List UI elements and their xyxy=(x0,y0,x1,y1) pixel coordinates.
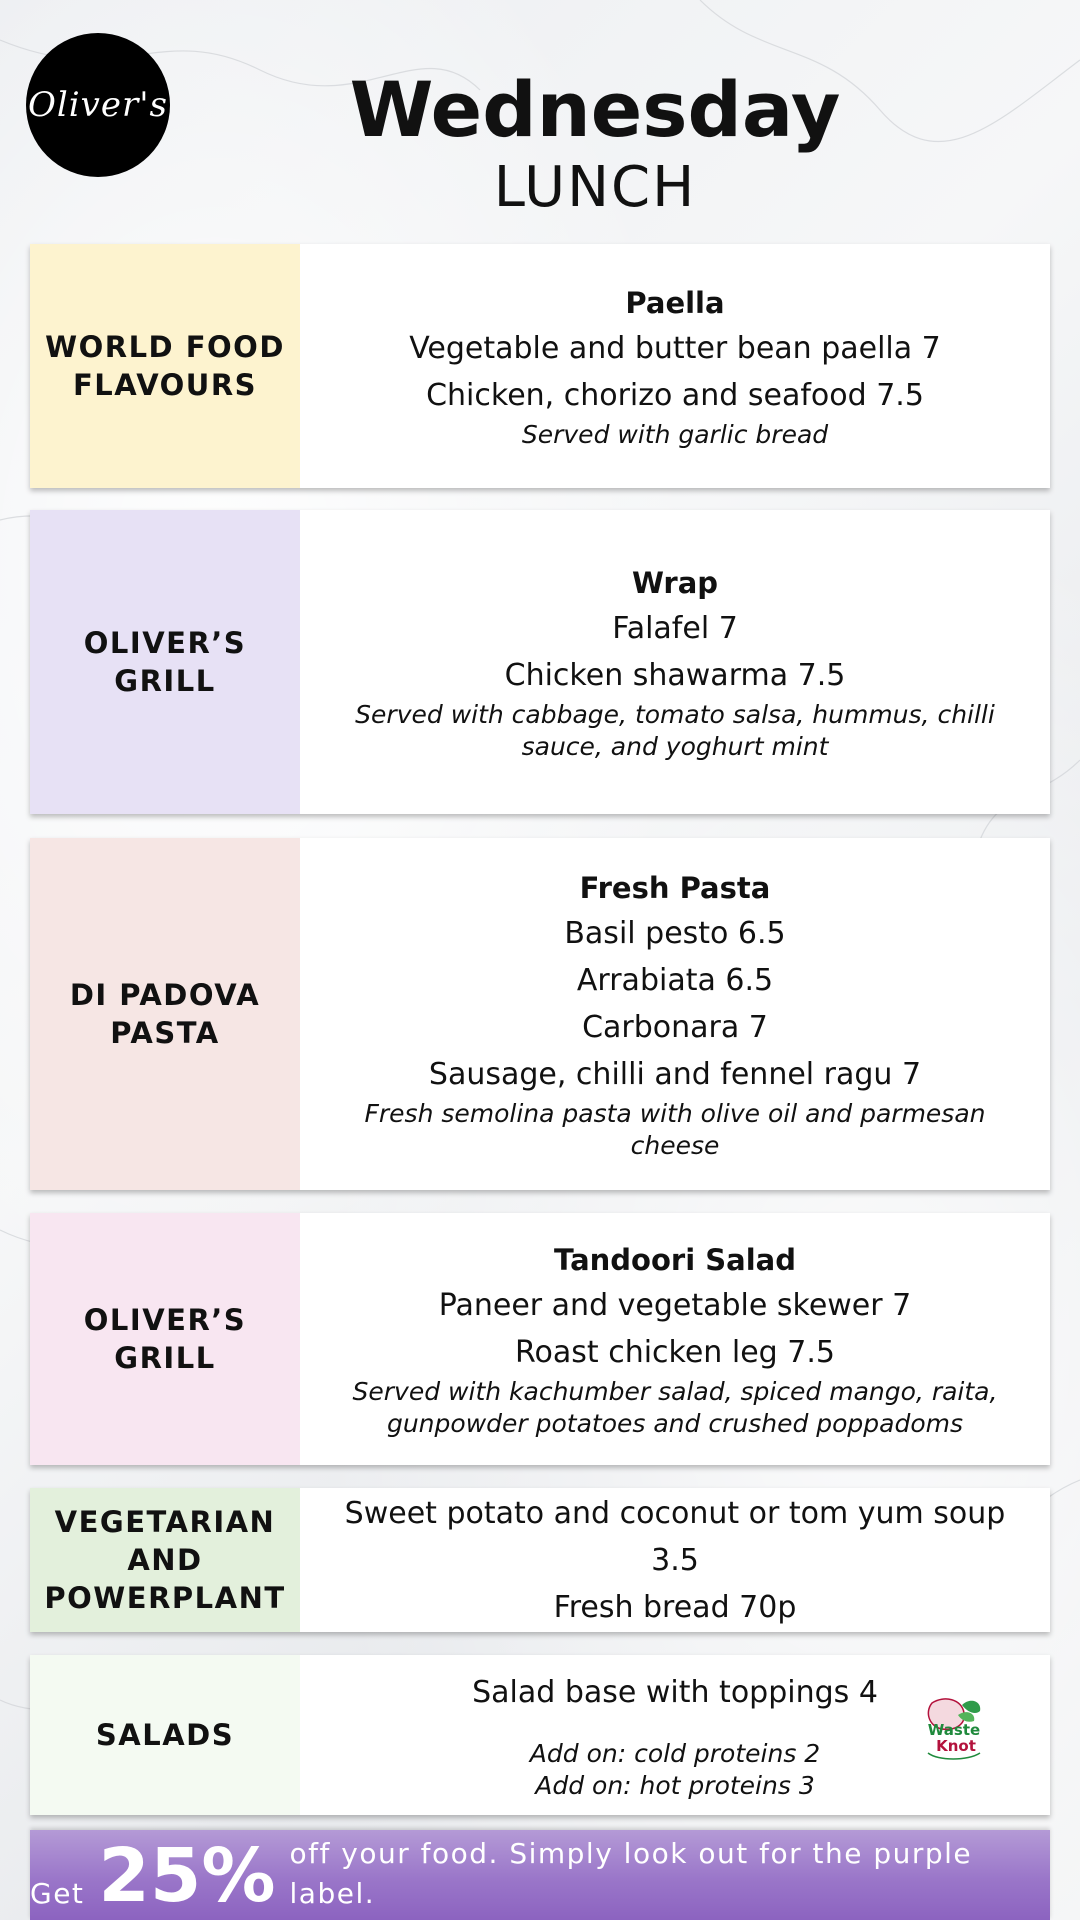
menu-item: Chicken shawarma 7.5 xyxy=(504,658,846,693)
promo-discount: 25% xyxy=(98,1833,276,1919)
menu-section-vegetarian xyxy=(30,1488,1050,1632)
section-label: VEGETARIAN AND POWERPLANT xyxy=(30,1488,300,1632)
section-body xyxy=(300,1488,1050,1632)
dish-title: Wrap xyxy=(631,566,719,600)
menu-section-di-padova-pasta xyxy=(30,838,1050,1190)
dish-note: Served with cabbage, tomato salsa, hummus, chilli sauce, and yoghurt mint xyxy=(355,700,995,761)
menu-item: Chicken, chorizo and seafood 7.5 xyxy=(426,378,924,413)
menu-section-olivers-grill-tandoori xyxy=(30,1213,1050,1465)
logo-text: Oliver's xyxy=(28,85,168,125)
promo-text: off your food. Simply look out for the purple label. xyxy=(289,1837,973,1910)
menu-item: Falafel 7 xyxy=(612,611,738,646)
section-body xyxy=(300,1213,1050,1465)
section-body xyxy=(300,838,1050,1190)
dish-title: Tandoori Salad xyxy=(554,1243,796,1277)
dish-title: Fresh Pasta xyxy=(579,871,771,905)
section-label: OLIVER’S GRILL xyxy=(30,510,300,814)
section-body xyxy=(300,510,1050,814)
dish-note: Served with kachumber salad, spiced mango, raita, gunpowder potatoes and crushed poppadoms xyxy=(352,1377,998,1438)
page-title: Wednesday xyxy=(349,65,841,154)
section-label: WORLD FOOD FLAVOURS xyxy=(30,244,300,488)
promo-pre: Get xyxy=(30,1877,85,1910)
menu-item: Basil pesto 6.5 xyxy=(564,916,786,951)
menu-section-olivers-grill-wrap xyxy=(30,510,1050,814)
svg-text:Knot: Knot xyxy=(936,1737,976,1755)
meal-subtitle: LUNCH xyxy=(493,155,697,220)
menu-item: Sausage, chilli and fennel ragu 7 xyxy=(428,1057,922,1092)
menu-section-salads xyxy=(30,1655,1050,1815)
waste-knot-logo xyxy=(918,1695,990,1761)
dish-title: Paella xyxy=(625,286,725,320)
menu-item: Carbonara 7 xyxy=(582,1010,768,1045)
menu-item: Sweet potato and coconut or tom yum soup 3.5 xyxy=(344,1495,1006,1578)
add-on-note: Add on: cold proteins 2 xyxy=(529,1738,821,1768)
section-body xyxy=(300,1655,1050,1815)
menu-section-world-food xyxy=(30,244,1050,488)
section-label: DI PADOVA PASTA xyxy=(30,838,300,1190)
dish-note: Served with garlic bread xyxy=(521,420,829,449)
menu-item: Roast chicken leg 7.5 xyxy=(515,1335,835,1370)
menu-item: Salad base with toppings 4 xyxy=(472,1674,878,1710)
promo-banner xyxy=(30,1830,1050,1920)
section-body xyxy=(300,244,1050,488)
menu-item: Fresh bread 70p xyxy=(553,1589,797,1625)
section-label: SALADS xyxy=(30,1655,300,1815)
dish-note: Fresh semolina pasta with olive oil and parmesan cheese xyxy=(364,1099,986,1160)
menu-item: Arrabiata 6.5 xyxy=(576,963,774,998)
menu-item: Paneer and vegetable skewer 7 xyxy=(438,1288,912,1323)
svg-text:Waste: Waste xyxy=(927,1721,981,1739)
menu-item: Vegetable and butter bean paella 7 xyxy=(409,331,941,366)
add-on-note: Add on: hot proteins 3 xyxy=(535,1770,815,1800)
olivers-logo xyxy=(26,33,170,177)
section-label: OLIVER’S GRILL xyxy=(30,1213,300,1465)
